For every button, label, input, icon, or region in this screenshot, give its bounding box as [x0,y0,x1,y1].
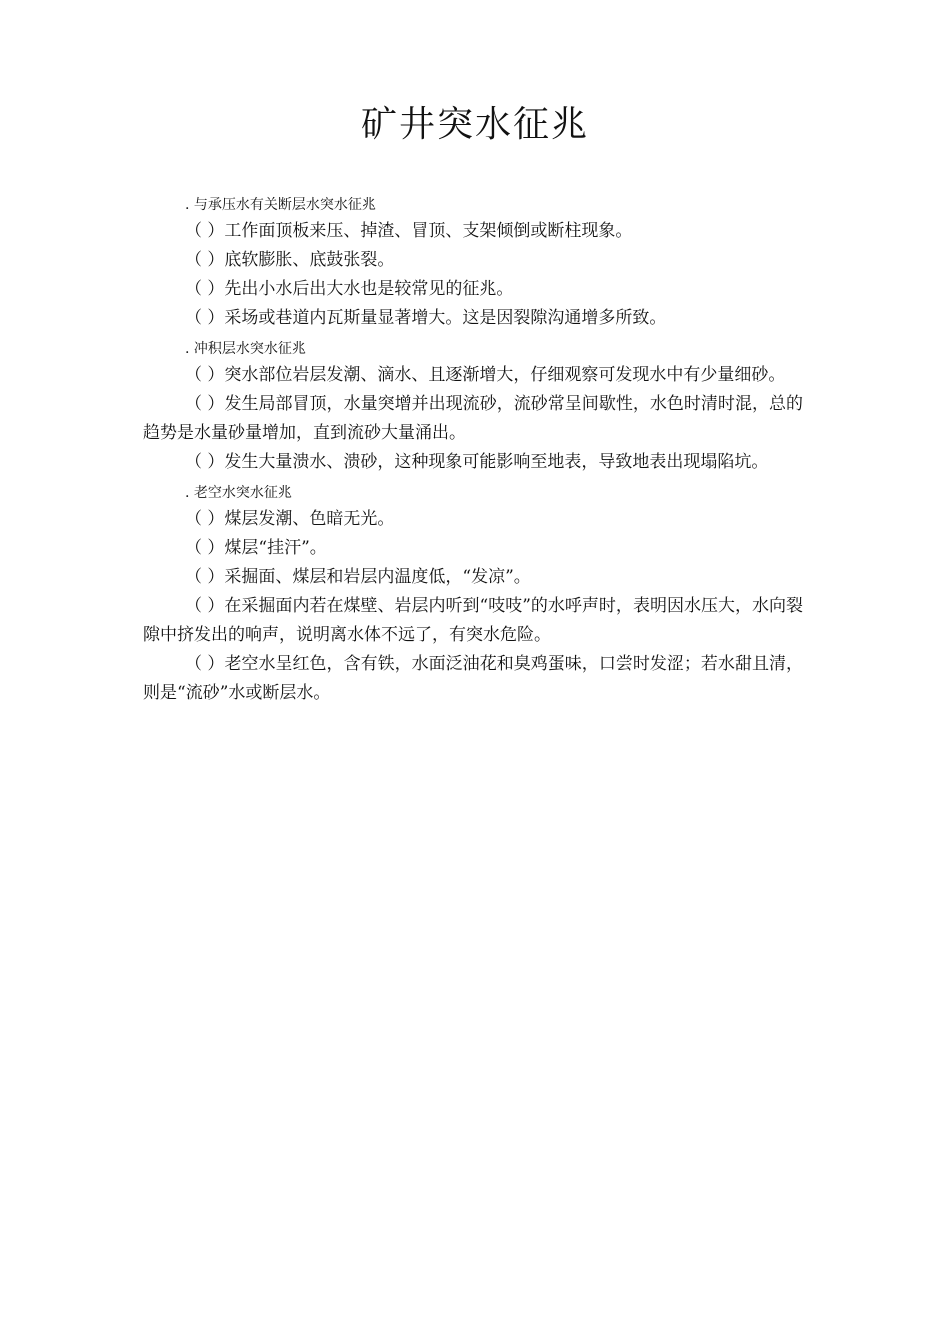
list-item: （ ）底软膨胀、底鼓张裂。 [185,250,395,270]
section-heading: . 冲积层水突水征兆 [185,341,306,357]
document-title: 矿井突水征兆 [360,104,589,145]
list-item: （ ）采场或巷道内瓦斯量显著增大。这是因裂隙沟通增多所致。 [185,308,667,328]
list-item: （ ）发生局部冒顶，水量突增并出现流砂，流砂常呈间歇性，水色时清时混，总的趋势是水量砂量增加，直到流砂大量涌出。 [143,394,803,443]
section-heading: . 老空水突水征兆 [185,485,292,501]
list-item: （ ）老空水呈红色，含有铁，水面泛油花和臭鸡蛋味，口尝时发涩；若水甜且清，则是“流砂”水或断层水。 [143,654,803,703]
list-item: （ ）突水部位岩层发潮、滴水、且逐渐增大，仔细观察可发现水中有少量细砂。 [185,365,786,385]
section-heading: . 与承压水有关断层水突水征兆 [185,197,376,213]
list-item: （ ）先出小水后出大水也是较常见的征兆。 [185,279,514,299]
list-item: （ ）在采掘面内若在煤壁、岩层内听到“吱吱”的水呼声时，表明因水压大，水向裂隙中挤发出的响声，说明离水体不远了，有突水危险。 [143,596,803,645]
list-item: （ ）煤层“挂汗”。 [185,538,327,558]
list-item: （ ）工作面顶板来压、掉渣、冒顶、支架倾倒或断柱现象。 [185,221,633,241]
list-item: （ ）采掘面、煤层和岩层内温度低，“发凉”。 [185,567,531,587]
document-body [143,193,803,708]
list-item: （ ）发生大量溃水、溃砂，这种现象可能影响至地表，导致地表出现塌陷坑。 [185,452,769,472]
list-item: （ ）煤层发潮、色暗无光。 [185,509,395,529]
